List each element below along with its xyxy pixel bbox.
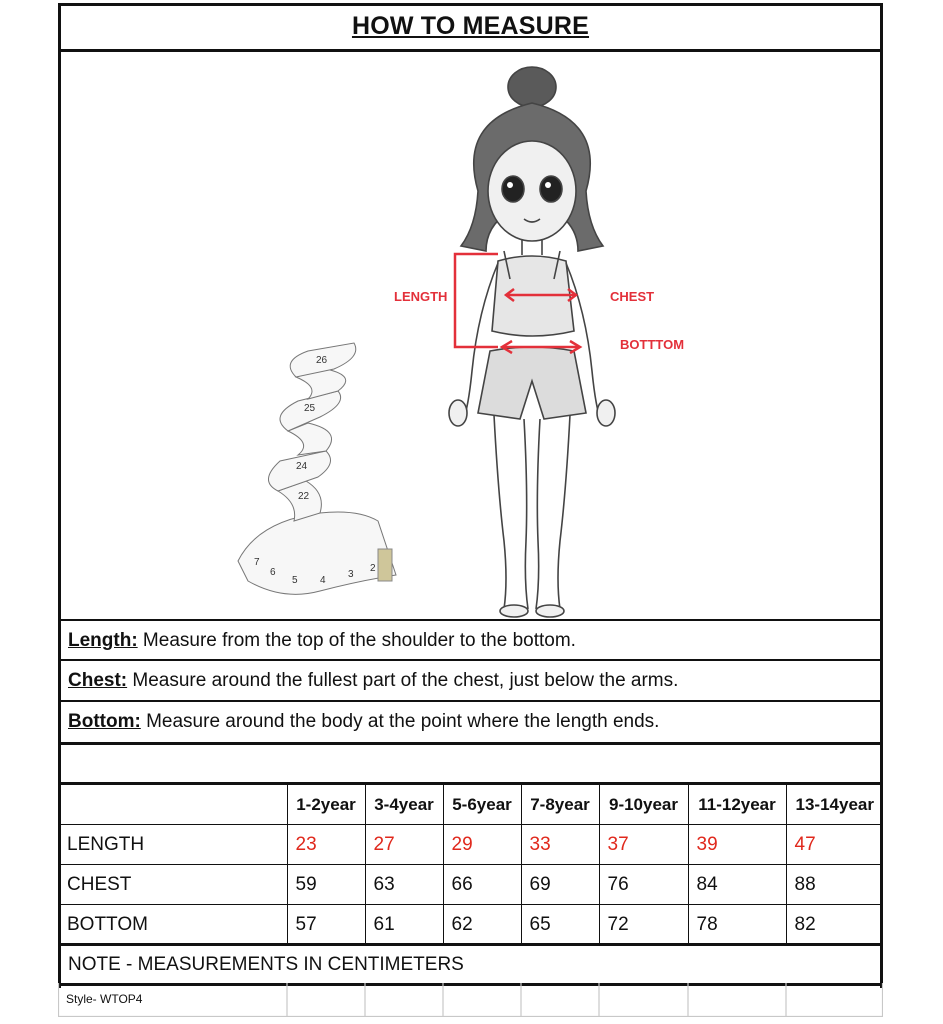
header-cell: 5-6year [443, 785, 521, 825]
row-label: BOTTOM [58, 905, 287, 945]
instr-divider-2 [58, 700, 883, 702]
tape-number: 7 [254, 557, 260, 568]
row-label: CHEST [58, 865, 287, 905]
table-cell: 82 [786, 905, 883, 945]
instruction-length [68, 630, 576, 652]
instruction-text: Measure around the fullest part of the chest, just below the arms. [127, 670, 679, 691]
size-table [58, 784, 883, 945]
table-row [58, 905, 883, 945]
row-label: LENGTH [58, 825, 287, 865]
table-cell: 76 [599, 865, 688, 905]
table-cell: 66 [443, 865, 521, 905]
instruction-chest [68, 670, 678, 692]
table-cell: 63 [365, 865, 443, 905]
figure-divider [58, 619, 883, 621]
measurement-note: NOTE - MEASUREMENTS IN CENTIMETERS [68, 954, 464, 975]
measuring-tape-icon [238, 343, 396, 594]
instr-divider-3 [58, 742, 883, 745]
page-title: HOW TO MEASURE [351, 11, 590, 40]
instruction-bottom [68, 711, 659, 733]
table-cell: 23 [287, 825, 365, 865]
instruction-text: Measure from the top of the shoulder to the bottom. [137, 630, 576, 651]
tape-number: 6 [270, 567, 276, 578]
table-cell: 62 [443, 905, 521, 945]
table-cell: 78 [688, 905, 786, 945]
instruction-term: Length: [68, 630, 138, 651]
table-cell: 33 [521, 825, 599, 865]
style-code: Style- WTOP4 [66, 992, 143, 1006]
header-cell: 7-8year [521, 785, 599, 825]
header-cell: 3-4year [365, 785, 443, 825]
tape-number: 4 [320, 575, 326, 586]
table-cell: 88 [786, 865, 883, 905]
table-cell: 65 [521, 905, 599, 945]
length-label: LENGTH [394, 289, 448, 304]
table-cell: 72 [599, 905, 688, 945]
table-cell: 29 [443, 825, 521, 865]
tape-number: 2 [370, 563, 376, 574]
table-cell: 59 [287, 865, 365, 905]
table-cell: 37 [599, 825, 688, 865]
tape-number: 26 [316, 355, 328, 366]
style-row-grid [58, 983, 883, 1017]
girl-figure-icon [449, 67, 615, 617]
instruction-term: Chest: [68, 670, 128, 691]
measurement-illustration [58, 51, 883, 619]
size-guide-sheet [58, 3, 883, 1017]
tape-number: 22 [298, 491, 310, 502]
header-cell: 9-10year [599, 785, 688, 825]
header-cell [58, 785, 287, 825]
table-cell: 47 [786, 825, 883, 865]
header-cell: 1-2year [287, 785, 365, 825]
table-cell: 84 [688, 865, 786, 905]
header-cell: 11-12year [688, 785, 786, 825]
tape-number: 3 [348, 569, 354, 580]
table-cell: 61 [365, 905, 443, 945]
table-cell: 69 [521, 865, 599, 905]
table-cell: 57 [287, 905, 365, 945]
table-cell: 27 [365, 825, 443, 865]
header-cell: 13-14year [786, 785, 883, 825]
instr-divider-1 [58, 659, 883, 661]
tape-number: 5 [292, 575, 298, 586]
table-row [58, 825, 883, 865]
table-header-row [58, 785, 883, 825]
chest-label: CHEST [610, 289, 655, 304]
table-row [58, 865, 883, 905]
bottom-label: BOTTTOM [620, 337, 685, 352]
tape-number: 24 [296, 461, 308, 472]
table-cell: 39 [688, 825, 786, 865]
instruction-term: Bottom: [68, 711, 141, 732]
tape-number: 25 [304, 403, 316, 414]
instruction-text: Measure around the body at the point where the length ends. [140, 711, 660, 732]
